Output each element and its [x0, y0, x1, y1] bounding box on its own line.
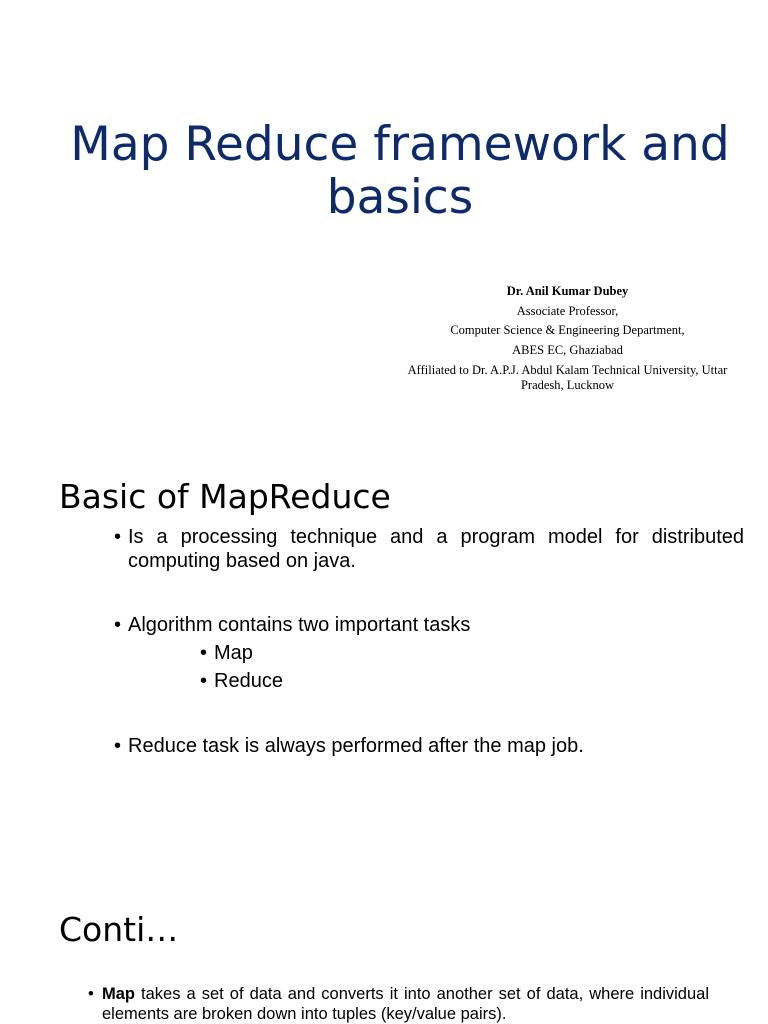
section-heading-conti: Conti… [59, 910, 179, 949]
section-heading-basic: Basic of MapReduce [59, 477, 391, 516]
bullet-marker: • [114, 735, 122, 757]
author-name: Dr. Anil Kumar Dubey [506, 284, 629, 298]
bullet-text: Is a processing technique and a program model for distributed computing based on java. [128, 526, 744, 572]
bullet-marker: • [114, 526, 122, 548]
bullet-text: takes a set of data and converts it into another set of data, where individual elements are broken down into tuples (key/value pairs). [102, 985, 709, 1023]
author-affiliation: Affiliated to Dr. A.P.J. Abdul Kalam Technical University, Uttar Pradesh, Lucknow [407, 363, 728, 392]
bullet-item [114, 613, 744, 637]
bullet-marker: • [88, 985, 94, 1003]
bullet-text: Reduce task is always performed after the map job. [128, 735, 584, 757]
bullet-marker: • [114, 614, 122, 636]
bullet-marker: • [200, 642, 208, 664]
author-institute: ABES EC, Ghaziabad [512, 342, 623, 357]
author-position: Associate Professor, [516, 303, 619, 318]
bullet-marker: • [200, 670, 208, 692]
sub-bullet-text: Reduce [214, 670, 283, 692]
bullet-item [88, 984, 709, 1024]
slide-title: Map Reduce framework and basics [70, 117, 730, 225]
sub-bullet-item [200, 641, 514, 665]
bullet-item [114, 734, 744, 758]
author-block [395, 282, 740, 392]
sub-bullet-item [200, 669, 514, 693]
sub-bullet-text: Map [214, 642, 253, 664]
author-department: Computer Science & Engineering Department, [450, 323, 685, 337]
bullet-bold-term: Map [102, 985, 135, 1003]
bullet-item [114, 525, 744, 573]
bullet-text: Algorithm contains two important tasks [128, 614, 471, 636]
